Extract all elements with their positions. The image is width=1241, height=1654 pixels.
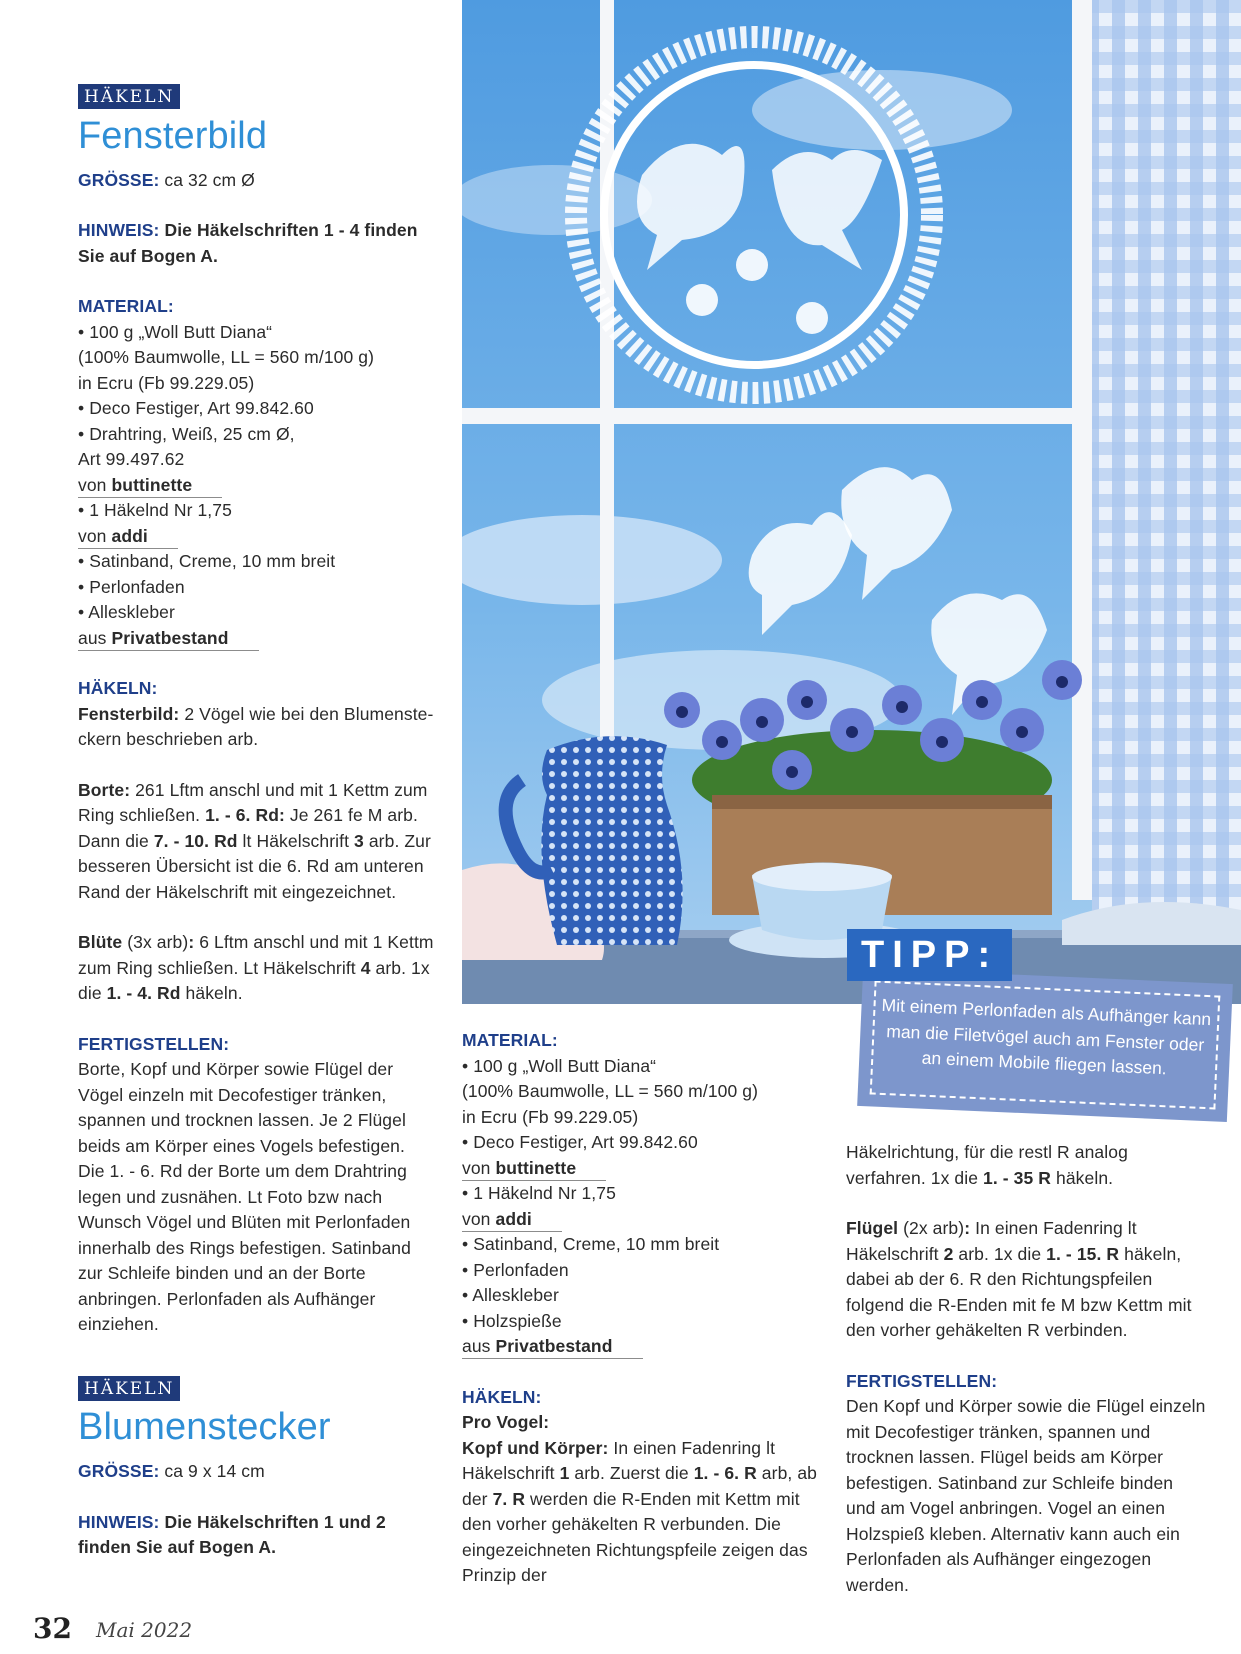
note-line: HINWEIS: Die Häkelschriften 1 und 2 finden Sie auf Bogen A.: [78, 1511, 386, 1557]
material-item: in Ecru (Fb 99.229.05): [462, 1106, 639, 1127]
finish-heading: FERTIGSTELLEN:: [78, 1033, 230, 1054]
size-line: GRÖSSE: ca 9 x 14 cm: [78, 1461, 265, 1481]
source-label: von addi: [78, 524, 178, 549]
instruction-paragraph: Flügel (2x arb): In einen Fadenring lt Häkelschrift 2 arb. 1x die 1. - 15. R häkeln, dabei ab der 6. R den Richtungspfeilen folgend die R-Enden mit fe M bzw Kettm mit den vorher gehäkelten R verbinden.: [846, 1218, 1192, 1340]
instruction-paragraph: Borte: 261 Lftm anschl und mit 1 Kettm zum Ring schließen. 1. - 6. Rd: Je 261 fe M arb. Dann die 7. - 10. Rd lt Häkelschrift 3 arb. Zur besseren Übersicht ist die 6. Rd am unteren Rand der Häkelschrift mit eingezeichnet.: [78, 779, 431, 902]
material-item: • 1 Häkelnd Nr 1,75: [462, 1183, 616, 1203]
material-item: • Deco Festiger, Art 99.842.60: [78, 398, 314, 418]
material-item: • Alleskleber: [78, 602, 175, 622]
material-item: • Satinband, Creme, 10 mm breit: [462, 1234, 720, 1254]
section-kicker: HÄKELN: [78, 84, 180, 109]
tipp-title: TIPP:: [847, 929, 1012, 981]
source-label: von addi: [462, 1207, 562, 1232]
section-title: Fensterbild: [78, 114, 268, 157]
instruction-paragraph: Den Kopf und Körper sowie die Flügel einzeln mit Decofestiger tränken, spannen und trocknen lassen. Flügel beids am Körper befestigen. Satinband zur Schleife binden und am Vogel anbringen. Vogel an einen Holzspieß kleben. Alternativ kann auch ein Perlonfaden als Aufhänger eingezogen werden.: [846, 1396, 1206, 1595]
tipp-box: [857, 968, 1233, 1122]
material-item: • 1 Häkelnd Nr 1,75: [78, 500, 232, 520]
material-item: • Perlonfaden: [78, 576, 185, 597]
source-label: von buttinette: [78, 473, 222, 498]
instruction-paragraph: Kopf und Körper: In einen Fadenring lt Häkelschrift 1 arb. Zuerst die 1. - 6. R arb, ab der 7. R werden die R-Enden mit Kettm mit den vorher gehäkelten R verbunden. Die eingezeichneten Richtungspfeile zeigen das Prinzip der: [462, 1437, 817, 1585]
material-item: • Drahtring, Weiß, 25 cm Ø,: [78, 423, 295, 444]
finish-heading: FERTIGSTELLEN:: [846, 1370, 998, 1391]
note-line: HINWEIS: Die Häkelschriften 1 - 4 finden Sie auf Bogen A.: [78, 220, 418, 266]
material-item: (100% Baumwolle, LL = 560 m/100 g): [78, 347, 375, 367]
source-label: aus Privatbestand: [78, 626, 259, 651]
material-item: • Deco Festiger, Art 99.842.60: [462, 1132, 698, 1152]
material-item: Art 99.497.62: [78, 449, 185, 469]
crochet-heading: HÄKELN:: [462, 1386, 542, 1407]
middle-column: [462, 1028, 817, 1589]
material-item: • Satinband, Creme, 10 mm breit: [78, 551, 336, 571]
page-number: 32: [33, 1612, 72, 1645]
instruction-paragraph: Blüte (3x arb): 6 Lftm anschl und mit 1 Kettm zum Ring schließen. Lt Häkelschrift 4 arb. 1x die 1. - 4. Rd häkeln.: [78, 932, 434, 1003]
subheading: Pro Vogel:: [462, 1412, 550, 1432]
source-label: von buttinette: [462, 1156, 606, 1181]
material-item: in Ecru (Fb 99.229.05): [78, 372, 255, 393]
size-line: GRÖSSE: ca 32 cm Ø: [78, 169, 255, 190]
instruction-paragraph: Borte, Kopf und Körper sowie Flügel der Vögel einzeln mit Decofestiger tränken, spannen und trocknen lassen. Je 2 Flügel beids am Körper eines Vogels befestigen. Die 1. - 6. Rd der Borte um dem Drahtring legen und zusnähen. Lt Foto bzw nach Wunsch Vögel und Blüten mit Perlonfaden innerhalb des Rings befestigen. Satinband zur Schleife binden und an der Borte anbringen. Perlonfaden als Aufhänger einziehen.: [78, 1059, 411, 1334]
instruction-paragraph: Häkelrichtung, für die restl R analog verfahren. 1x die 1. - 35 R häkeln.: [846, 1142, 1128, 1188]
material-item: • Perlonfaden: [462, 1259, 569, 1280]
section-kicker: HÄKELN: [78, 1376, 180, 1401]
photo-window-birds: [462, 0, 1241, 1004]
material-item: • Holzspieße: [462, 1310, 562, 1331]
material-item: • 100 g „Woll Butt Diana“: [78, 321, 273, 342]
instruction-paragraph: Fensterbild: 2 Vögel wie bei den Blumenste-ckern beschrieben arb.: [78, 703, 434, 749]
material-heading: MATERIAL:: [78, 296, 174, 316]
material-item: • Alleskleber: [462, 1285, 559, 1305]
left-column: [78, 84, 434, 1561]
material-item: (100% Baumwolle, LL = 560 m/100 g): [462, 1081, 759, 1101]
tipp-text: Mit einem Perlonfaden als Aufhänger kann man die Filetvögel auch am Fenster oder an einem Mobile fliegen lassen.: [870, 981, 1221, 1110]
section-title: Blumenstecker: [78, 1406, 331, 1448]
material-item: • 100 g „Woll Butt Diana“: [462, 1055, 657, 1076]
crochet-heading: HÄKELN:: [78, 678, 158, 698]
source-label: aus Privatbestand: [462, 1334, 643, 1359]
right-column: [846, 1140, 1206, 1598]
issue-date: Mai 2022: [96, 1618, 193, 1642]
material-heading: MATERIAL:: [462, 1030, 558, 1050]
